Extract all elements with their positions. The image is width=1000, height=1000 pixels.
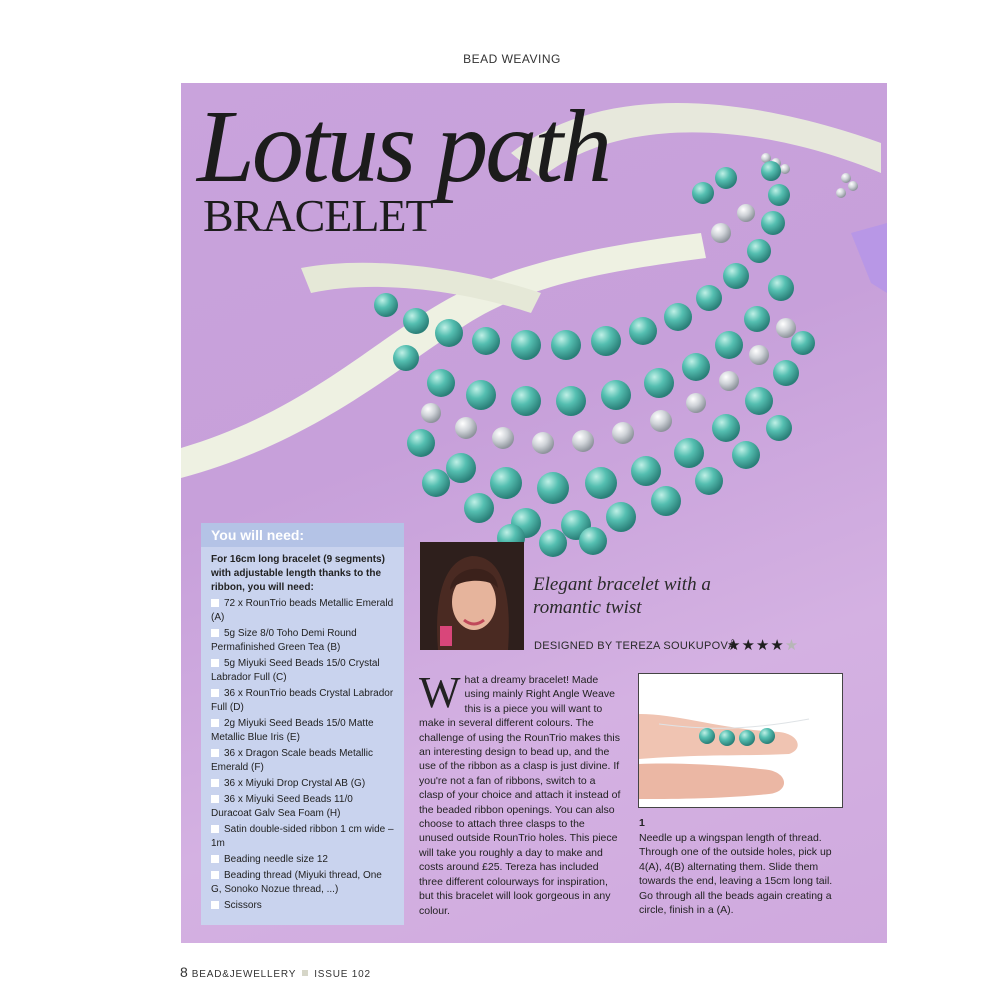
material-item: 5g Size 8/0 Toho Demi Round Permafinished Green Tea (B) [211,628,357,653]
page-number: 8 [180,964,188,980]
checkbox-icon [211,901,219,909]
portrait-illustration [420,542,524,650]
designer-credit: DESIGNED BY TEREZA SOUKUPOVÁ [534,640,736,652]
checkbox-icon [211,689,219,697]
checkbox-icon [211,855,219,863]
section-label: BEAD WEAVING [463,52,561,66]
issue-number: ISSUE 102 [314,969,371,980]
bracelet-beads [374,161,815,557]
checkbox-icon [211,871,219,879]
checkbox-icon [211,825,219,833]
tagline: Elegant bracelet with a romantic twist [533,574,711,618]
material-item: 36 x Miyuki Drop Crystal AB (G) [211,777,394,791]
page-footer [180,964,371,980]
materials-box [201,523,404,925]
hero-photo [181,83,887,943]
step-photo [638,673,843,808]
material-item: 72 x RounTrio beads Metallic Emerald (A) [211,598,394,623]
material-item: 36 x Miyuki Seed Beads 11/0 Duracoat Galv Sea Foam (H) [211,794,353,819]
material-item: Beading needle size 12 [211,853,394,867]
separator-square [302,970,308,976]
materials-intro: For 16cm long bracelet (9 segments) with adjustable length thanks to the ribbon, you will need: [211,554,385,593]
star-filled-icon: ★★★★ [727,637,785,654]
checkbox-icon [211,629,219,637]
checkbox-icon [211,779,219,787]
materials-list [211,597,394,913]
material-item: 36 x RounTrio beads Crystal Labrador Full (D) [211,688,394,713]
step-illustration [639,674,843,808]
material-item: 36 x Dragon Scale beads Metallic Emerald (F) [211,748,373,773]
difficulty-rating [727,636,799,654]
material-item: 5g Miyuki Seed Beads 15/0 Crystal Labrador Full (C) [211,658,380,683]
article-body [419,668,621,918]
article-text: hat a dreamy bracelet! Made using mainly Right Angle Weave this is a piece you will want to make in several different colours. The challenge of using the RounTrio makes this an interesting design to bead up, and the use of the ribbon as a clasp is just divine. If you're not a fan of ribbons, switch to a clasp of your choice and attach it instead of the beaded ribbon openings. You can also choose to attach three clasps to the unused outside RounTrio holes. This piece will take you roughly a day to make and costs around £25. Tereza has included three different colourways for inspiration, but this bracelet will look gorgeous in any colour. [419,674,621,917]
title-main: Lotus path [197,89,610,204]
ribbon-purple [851,223,887,293]
material-item: Scissors [211,899,394,913]
title-sub: BRACELET [203,190,433,241]
step-text: Needle up a wingspan length of thread. Through one of the outside holes, pick up 4(A), 4(B) alternating them. Slide them towards the end, leaving a 15cm long tail. Go through all the beads again creating a circle, finish in a (A). [639,832,833,917]
star-empty-icon: ★ [784,637,800,654]
magazine-name: BEAD&JEWELLERY [191,969,297,980]
material-item: Beading thread (Miyuki thread, One G, Sonoko Nozue thread, ...) [211,870,382,895]
designer-portrait [420,542,524,650]
material-item: 2g Miyuki Seed Beads 15/0 Matte Metallic Blue Iris (E) [211,718,374,743]
drop-cap: W [419,668,461,717]
checkbox-icon [211,795,219,803]
ribbon-lower [301,263,541,313]
checkbox-icon [211,659,219,667]
checkbox-icon [211,749,219,757]
checkbox-icon [211,599,219,607]
materials-heading: You will need: [201,523,404,547]
checkbox-icon [211,719,219,727]
step-number: 1 [639,817,645,829]
material-item: Satin double-sided ribbon 1 cm wide – 1m [211,824,394,849]
